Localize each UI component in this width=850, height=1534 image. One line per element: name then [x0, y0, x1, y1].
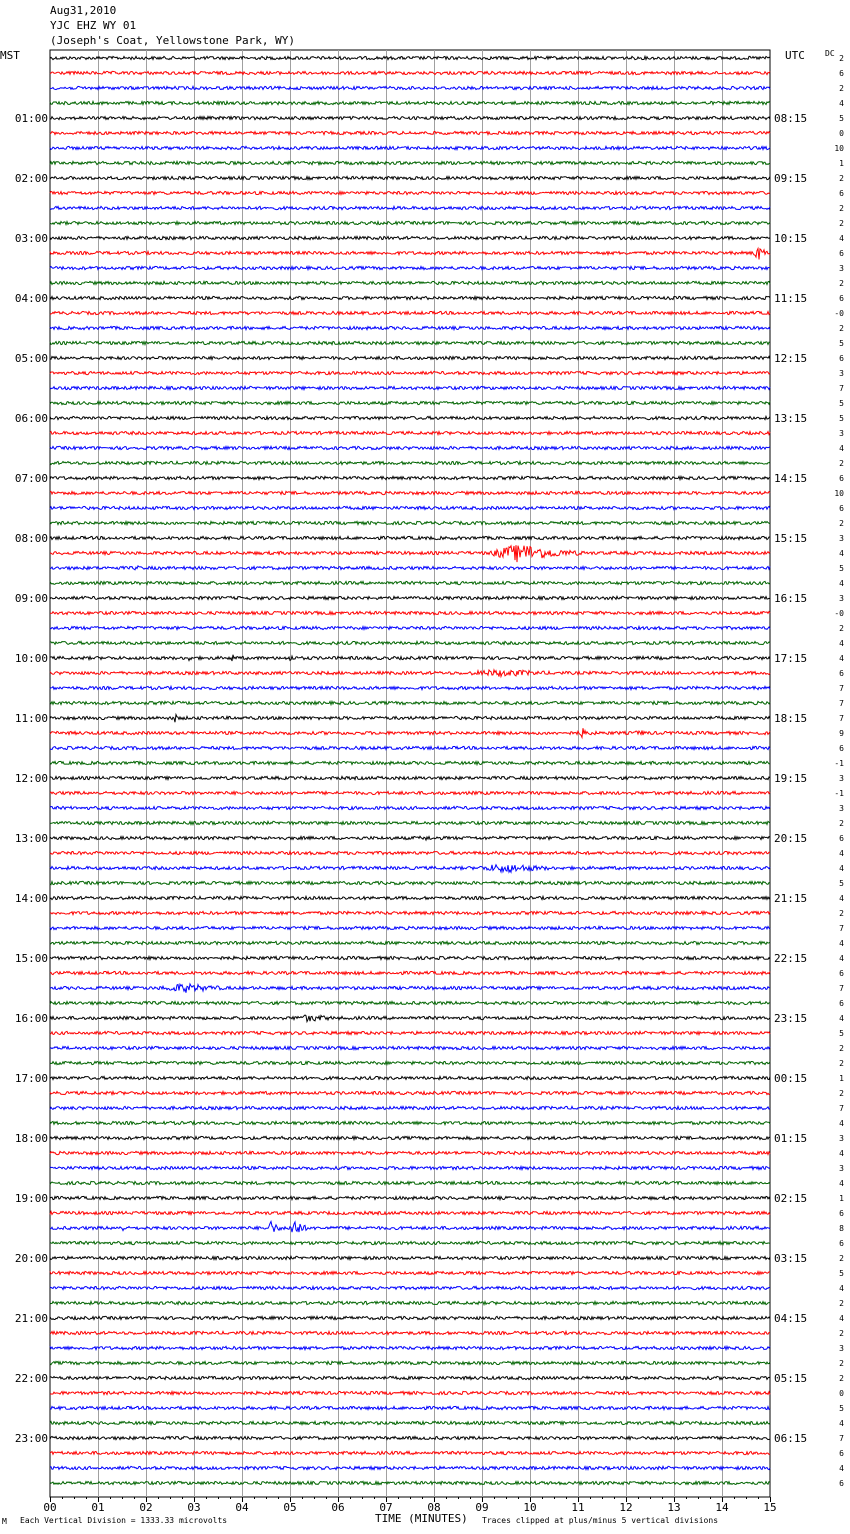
trace-row	[50, 1211, 770, 1214]
trace-row	[50, 1196, 770, 1199]
dc-offset-label: 2	[839, 219, 844, 228]
clip-note: Traces clipped at plus/minus 5 vertical divisions	[482, 1516, 719, 1525]
dc-offset-label: 2	[839, 1299, 844, 1308]
trace-row	[50, 911, 770, 914]
dc-offset-label: 4	[839, 444, 844, 453]
trace-row	[50, 296, 770, 299]
trace-row	[50, 1316, 770, 1319]
left-hour-label: 06:00	[14, 412, 48, 425]
dc-offset-label: 10	[834, 144, 844, 153]
trace-row	[50, 1001, 770, 1004]
dc-offset-label: 4	[839, 939, 844, 948]
trace-row	[50, 101, 770, 104]
dc-offset-label: 7	[839, 984, 844, 993]
right-hour-label: 13:15	[774, 412, 808, 425]
x-tick-label: 02	[139, 1501, 153, 1514]
dc-offset-label: 3	[839, 594, 844, 603]
right-hour-label: 18:15	[774, 712, 808, 725]
trace-row	[50, 1466, 770, 1469]
dc-offset-label: 4	[839, 849, 844, 858]
right-hour-label: 04:15	[774, 1312, 808, 1325]
left-hour-label: 10:00	[14, 652, 48, 665]
trace-row	[50, 670, 770, 677]
dc-offset-label: 4	[839, 1419, 844, 1428]
dc-offset-label: 6	[839, 969, 844, 978]
dc-offset-label: 6	[839, 834, 844, 843]
plot-location: (Joseph's Coat, Yellowstone Park, WY)	[50, 34, 296, 47]
dc-offset-label: 3	[839, 1164, 844, 1173]
right-hour-label: 03:15	[774, 1252, 808, 1265]
right-hour-label: 14:15	[774, 472, 808, 485]
trace-row	[50, 1271, 770, 1274]
dc-offset-label: 5	[839, 339, 844, 348]
trace-row	[50, 1421, 770, 1424]
trace-row	[50, 386, 770, 389]
trace-row	[50, 1222, 770, 1233]
right-hour-label: 16:15	[774, 592, 808, 605]
trace-row	[50, 206, 770, 209]
trace-row	[50, 131, 770, 134]
dc-offset-label: 1	[839, 1194, 844, 1203]
right-hour-label: 22:15	[774, 952, 808, 965]
trace-row	[50, 641, 770, 644]
dc-offset-label: 3	[839, 369, 844, 378]
dc-offset-label: 4	[839, 549, 844, 558]
dc-offset-label: 2	[839, 174, 844, 183]
corner-mark: M	[2, 1517, 7, 1526]
right-hour-label: 05:15	[774, 1372, 808, 1385]
trace-row	[50, 1181, 770, 1184]
dc-offset-label: 5	[839, 879, 844, 888]
dc-offset-label: 4	[839, 1284, 844, 1293]
trace-row	[50, 626, 770, 629]
dc-offset-label: 2	[839, 1374, 844, 1383]
trace-row	[50, 236, 770, 239]
dc-offset-label: 3	[839, 1134, 844, 1143]
trace-row	[50, 281, 770, 284]
seismic-traces	[50, 56, 770, 1484]
dc-offset-label: 6	[839, 669, 844, 678]
left-hour-label: 15:00	[14, 952, 48, 965]
dc-offset-label: 3	[839, 1344, 844, 1353]
trace-row	[50, 1241, 770, 1244]
trace-row	[50, 476, 770, 479]
dc-offset-label: 5	[839, 1029, 844, 1038]
x-tick-label: 14	[715, 1501, 729, 1514]
dc-offset-label: 2	[839, 519, 844, 528]
dc-offset-label: 3	[839, 429, 844, 438]
trace-row	[50, 1256, 770, 1259]
dc-offset-label: 4	[839, 99, 844, 108]
trace-row	[50, 926, 770, 929]
dc-offset-label: 6	[839, 999, 844, 1008]
dc-offset-label: 4	[839, 954, 844, 963]
left-hour-label: 18:00	[14, 1132, 48, 1145]
dc-offset-label: 5	[839, 564, 844, 573]
left-hour-label: 05:00	[14, 352, 48, 365]
trace-row	[50, 356, 770, 359]
trace-row	[50, 1106, 770, 1109]
dc-offset-label: 7	[839, 699, 844, 708]
x-tick-label: 08	[427, 1501, 441, 1514]
trace-row	[50, 776, 770, 779]
dc-offset-label: 4	[839, 864, 844, 873]
right-hour-label: 12:15	[774, 352, 808, 365]
right-hour-label: 17:15	[774, 652, 808, 665]
x-tick-label: 09	[475, 1501, 489, 1514]
dc-offset-label: 6	[839, 1239, 844, 1248]
trace-row	[50, 191, 770, 194]
left-hour-label: 02:00	[14, 172, 48, 185]
x-tick-label: 06	[331, 1501, 345, 1514]
dc-offset-label: 0	[839, 129, 844, 138]
trace-row	[50, 1346, 770, 1349]
dc-offset-label: 3	[839, 264, 844, 273]
right-hour-label: 08:15	[774, 112, 808, 125]
right-hour-label: 02:15	[774, 1192, 808, 1205]
left-hour-label: 13:00	[14, 832, 48, 845]
trace-row	[50, 1091, 770, 1094]
dc-offset-label: 0	[839, 1389, 844, 1398]
right-hour-label: 19:15	[774, 772, 808, 785]
x-tick-label: 12	[619, 1501, 633, 1514]
trace-row	[50, 56, 770, 59]
trace-row	[50, 536, 770, 539]
dc-offset-label: 2	[839, 1044, 844, 1053]
left-hour-label: 01:00	[14, 112, 48, 125]
trace-row	[50, 1166, 770, 1169]
trace-row	[50, 1031, 770, 1034]
dc-offset-label: -0	[834, 309, 844, 318]
x-tick-label: 04	[235, 1501, 249, 1514]
left-hour-label: 12:00	[14, 772, 48, 785]
dc-offset-label: 4	[839, 1014, 844, 1023]
dc-offset-label: 2	[839, 819, 844, 828]
trace-row	[50, 326, 770, 329]
left-hour-label: 21:00	[14, 1312, 48, 1325]
x-tick-label: 11	[571, 1501, 585, 1514]
dc-offset-label: 6	[839, 1209, 844, 1218]
left-hour-label: 16:00	[14, 1012, 48, 1025]
right-hour-label: 09:15	[774, 172, 808, 185]
trace-row	[50, 881, 770, 884]
dc-offset-label: 4	[839, 1314, 844, 1323]
dc-offset-label: 4	[839, 1119, 844, 1128]
trace-row	[50, 791, 770, 794]
trace-row	[50, 956, 770, 959]
trace-row	[50, 1121, 770, 1124]
trace-row	[50, 1331, 770, 1334]
dc-label: DC	[825, 49, 835, 58]
dc-offset-label: 6	[839, 354, 844, 363]
trace-row	[50, 341, 770, 344]
dc-offset-label: 7	[839, 684, 844, 693]
trace-row	[50, 506, 770, 509]
dc-offset-label: 6	[839, 294, 844, 303]
trace-row	[50, 461, 770, 464]
trace-row	[50, 161, 770, 164]
trace-row	[50, 1376, 770, 1379]
x-tick-label: 00	[43, 1501, 57, 1514]
right-hour-label: 00:15	[774, 1072, 808, 1085]
dc-offset-label: 2	[839, 1254, 844, 1263]
left-hour-label: 08:00	[14, 532, 48, 545]
dc-offset-label: 5	[839, 399, 844, 408]
left-hour-label: 03:00	[14, 232, 48, 245]
trace-row	[50, 821, 770, 824]
trace-row	[50, 1361, 770, 1364]
trace-row	[50, 146, 770, 149]
left-hour-label: 07:00	[14, 472, 48, 485]
trace-row	[50, 71, 770, 74]
trace-row	[50, 715, 770, 723]
trace-row	[50, 1136, 770, 1139]
x-tick-label: 07	[379, 1501, 393, 1514]
dc-offset-label: -1	[834, 759, 844, 768]
dc-offset-label: 4	[839, 1149, 844, 1158]
trace-row	[50, 1436, 770, 1439]
trace-row	[50, 1046, 770, 1049]
dc-offset-label: 5	[839, 114, 844, 123]
left-hour-label: 04:00	[14, 292, 48, 305]
trace-row	[50, 806, 770, 809]
trace-row	[50, 416, 770, 419]
x-axis-label: TIME (MINUTES)	[375, 1512, 468, 1525]
dc-offset-label: 2	[839, 84, 844, 93]
dc-offset-label: 2	[839, 909, 844, 918]
right-hour-label: 23:15	[774, 1012, 808, 1025]
dc-offset-label: 6	[839, 474, 844, 483]
x-tick-label: 03	[187, 1501, 201, 1514]
trace-row	[50, 545, 770, 562]
dc-offset-label: 4	[839, 579, 844, 588]
left-zone-label: MST	[0, 49, 20, 62]
trace-row	[50, 401, 770, 404]
left-hour-label: 11:00	[14, 712, 48, 725]
dc-offset-label: 5	[839, 1269, 844, 1278]
trace-row	[50, 176, 770, 179]
dc-offset-label: 6	[839, 69, 844, 78]
dc-offset-label: 4	[839, 654, 844, 663]
dc-offset-label: 2	[839, 624, 844, 633]
dc-offset-label: 6	[839, 189, 844, 198]
trace-row	[50, 1015, 770, 1022]
trace-row	[50, 941, 770, 944]
trace-row	[50, 1061, 770, 1064]
x-tick-label: 13	[667, 1501, 681, 1514]
left-hour-label: 19:00	[14, 1192, 48, 1205]
x-tick-label: 01	[91, 1501, 105, 1514]
scale-note: Each Vertical Division = 1333.33 microvolts	[20, 1516, 228, 1525]
dc-offset-label: -0	[834, 609, 844, 618]
trace-row	[50, 446, 770, 449]
trace-row	[50, 701, 770, 704]
right-hour-label: 01:15	[774, 1132, 808, 1145]
trace-row	[50, 491, 770, 494]
trace-row	[50, 249, 770, 260]
right-hour-label: 15:15	[774, 532, 808, 545]
trace-row	[50, 266, 770, 269]
dc-offset-label: 2	[839, 1359, 844, 1368]
trace-row	[50, 116, 770, 119]
dc-offset-label: 3	[839, 804, 844, 813]
dc-offset-label: 2	[839, 459, 844, 468]
dc-offset-label: 5	[839, 1404, 844, 1413]
trace-row	[50, 761, 770, 764]
dc-offset-label: 4	[839, 1179, 844, 1188]
trace-row	[50, 1076, 770, 1079]
trace-row	[50, 1286, 770, 1289]
dc-offset-label: 2	[839, 1059, 844, 1068]
dc-offset-label: 1	[839, 159, 844, 168]
left-hour-label: 14:00	[14, 892, 48, 905]
trace-row	[50, 1481, 770, 1484]
dc-offset-label: 2	[839, 1329, 844, 1338]
dc-offset-label: 7	[839, 384, 844, 393]
dc-offset-label: 2	[839, 204, 844, 213]
trace-row	[50, 581, 770, 584]
dc-offset-label: 8	[839, 1224, 844, 1233]
x-tick-label: 15	[763, 1501, 777, 1514]
dc-offset-label: 6	[839, 1449, 844, 1458]
trace-row	[50, 521, 770, 524]
dc-offset-label: 9	[839, 729, 844, 738]
dc-offset-label: 2	[839, 279, 844, 288]
trace-row	[50, 655, 770, 661]
left-hour-label: 17:00	[14, 1072, 48, 1085]
plot-station: YJC EHZ WY 01	[50, 19, 137, 32]
trace-row	[50, 311, 770, 314]
dc-offset-label: 7	[839, 1434, 844, 1443]
trace-row	[50, 221, 770, 224]
right-hour-label: 11:15	[774, 292, 808, 305]
dc-offset-label: 5	[839, 414, 844, 423]
dc-offset-label: 2	[839, 1089, 844, 1098]
x-tick-label: 05	[283, 1501, 297, 1514]
dc-offset-label: 4	[839, 894, 844, 903]
trace-row	[50, 1391, 770, 1394]
dc-offset-label: 7	[839, 1104, 844, 1113]
trace-row	[50, 1301, 770, 1304]
trace-row	[50, 971, 770, 974]
dc-offset-label: 7	[839, 714, 844, 723]
dc-offset-label: 7	[839, 924, 844, 933]
right-hour-label: 21:15	[774, 892, 808, 905]
dc-offset-label: 6	[839, 744, 844, 753]
left-hour-label: 20:00	[14, 1252, 48, 1265]
trace-row	[50, 984, 770, 993]
trace-row	[50, 1151, 770, 1154]
axis-labels	[15, 54, 844, 1514]
dc-offset-label: 6	[839, 1479, 844, 1488]
dc-offset-label: 3	[839, 774, 844, 783]
dc-offset-label: 2	[839, 324, 844, 333]
trace-row	[50, 865, 770, 872]
trace-row	[50, 836, 770, 840]
trace-row	[50, 896, 770, 899]
dc-offset-label: 6	[839, 249, 844, 258]
trace-row	[50, 566, 770, 570]
trace-row	[50, 746, 770, 749]
right-hour-label: 06:15	[774, 1432, 808, 1445]
left-hour-label: 22:00	[14, 1372, 48, 1385]
trace-row	[50, 611, 770, 614]
trace-row	[50, 371, 770, 374]
plot-frame	[50, 50, 770, 1497]
dc-offset-label: -1	[834, 789, 844, 798]
trace-row	[50, 1451, 770, 1454]
dc-offset-label: 4	[839, 639, 844, 648]
left-hour-label: 09:00	[14, 592, 48, 605]
left-hour-label: 23:00	[14, 1432, 48, 1445]
trace-row	[50, 86, 770, 89]
dc-offset-label: 4	[839, 1464, 844, 1473]
plot-date: Aug31,2010	[50, 4, 117, 17]
dc-offset-label: 2	[839, 54, 844, 63]
right-zone-label: UTC	[785, 49, 805, 62]
trace-row	[50, 851, 770, 854]
trace-row	[50, 596, 770, 599]
dc-offset-label: 4	[839, 234, 844, 243]
trace-row	[50, 1406, 770, 1409]
dc-offset-label: 10	[834, 489, 844, 498]
x-tick-label: 10	[523, 1501, 537, 1514]
dc-offset-label: 3	[839, 534, 844, 543]
right-hour-label: 20:15	[774, 832, 808, 845]
trace-row	[50, 728, 770, 737]
dc-offset-label: 6	[839, 504, 844, 513]
right-hour-label: 10:15	[774, 232, 808, 245]
dc-offset-label: 1	[839, 1074, 844, 1083]
trace-row	[50, 431, 770, 434]
trace-row	[50, 686, 770, 689]
